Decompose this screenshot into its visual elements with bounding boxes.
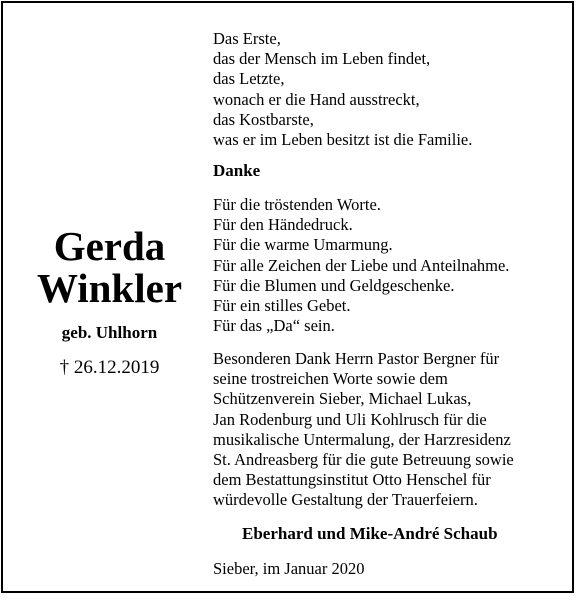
thanks-line: Für die warme Umarmung. (213, 235, 393, 255)
thanks-line: Für das „Da“ sein. (213, 316, 335, 336)
poem-line: das Kostbarste, (213, 109, 314, 129)
birth-name: geb. Uhlhorn (61, 323, 158, 342)
last-name: Winkler (36, 265, 183, 311)
place-date: Sieber, im Januar 2020 (213, 559, 365, 578)
obituary-card (1, 1, 574, 593)
thanks-line: Für die tröstenden Worte. (213, 195, 381, 214)
thanks-line: Für die Blumen und Geldgeschenke. (213, 275, 455, 295)
special-thanks-line: dem Bestattungsinstitut Otto Henschel für (213, 470, 491, 490)
special-thanks-line: St. Andreasberg für die gute Betreuung sowie (213, 450, 514, 470)
special-thanks-line: Jan Rodenburg und Uli Kohlrusch für die (213, 409, 487, 429)
poem (213, 29, 472, 150)
special-thanks-line: seine trostreichen Worte sowie dem (213, 369, 448, 389)
signature: Eberhard und Mike-André Schaub (242, 524, 498, 543)
thanks-line: Für den Händedruck. (213, 215, 353, 235)
special-thanks (213, 349, 514, 511)
first-name: Gerda (53, 223, 166, 269)
thanks-line: Für ein stilles Gebet. (213, 296, 351, 316)
deceased-panel (3, 3, 216, 591)
poem-line: was er im Leben besitzt ist die Familie. (213, 130, 473, 150)
poem-line: das Letzte, (213, 69, 285, 89)
special-thanks-line: würdevolle Gestaltung der Trauerfeiern. (213, 490, 478, 510)
special-thanks-line: musikalische Untermalung, der Harzresidenz (213, 429, 511, 449)
thanks-line: Für alle Zeichen der Liebe und Anteilnahme. (213, 255, 510, 275)
special-thanks-line: Besonderen Dank Herrn Pastor Bergner für (213, 349, 500, 368)
death-date: † 26.12.2019 (59, 357, 160, 378)
poem-line: wonach er die Hand ausstreckt, (213, 89, 420, 109)
poem-line: das der Mensch im Leben findet, (213, 49, 431, 69)
poem-line: Das Erste, (213, 29, 281, 48)
danke-heading: Danke (213, 161, 261, 180)
thanks-list (213, 195, 509, 336)
special-thanks-line: Schützenverein Sieber, Michael Lukas, (213, 389, 472, 409)
